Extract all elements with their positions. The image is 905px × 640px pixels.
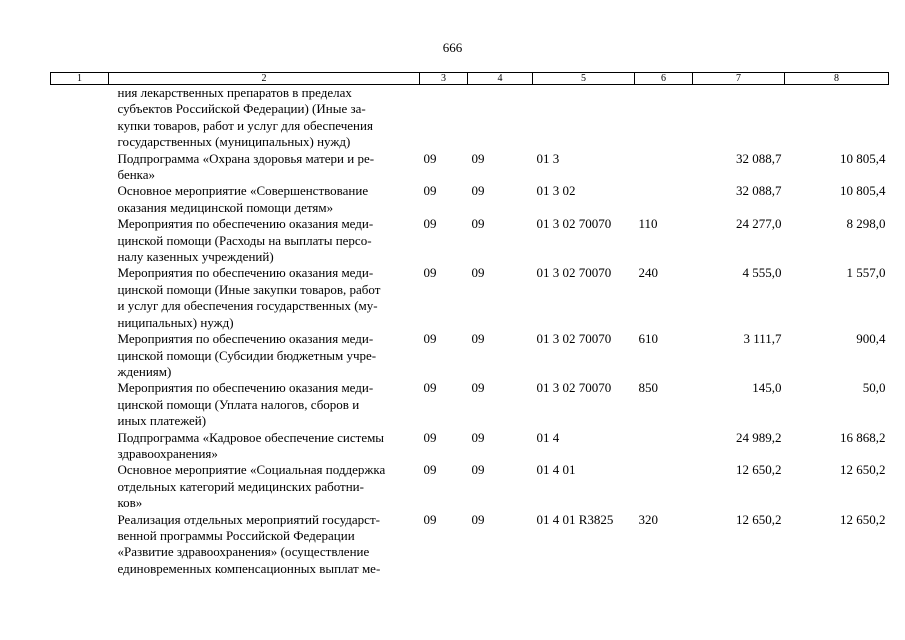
column-number-7: 7 xyxy=(693,73,785,85)
table-row xyxy=(51,151,889,184)
column-number-2: 2 xyxy=(109,73,420,85)
row-name-cell xyxy=(109,85,420,151)
row-name-line: государственных (муниципальных) нужд) xyxy=(117,134,351,150)
table-row xyxy=(51,462,889,511)
expense-type-cell xyxy=(635,430,693,463)
subsection-code-cell: 09 xyxy=(471,380,485,396)
amount-cell-col7 xyxy=(693,85,785,151)
row-number-cell xyxy=(51,183,109,216)
amount-cell-col8: 8 298,0 xyxy=(846,216,886,232)
amount-cell-col7: 24 989,2 xyxy=(736,429,782,445)
row-name-cell xyxy=(109,265,420,331)
subsection-code-cell xyxy=(468,85,533,151)
target-article-cell: 01 3 02 xyxy=(536,183,576,199)
amount-cell-col8: 12 650,2 xyxy=(840,511,886,527)
row-name-line: налу казенных учреждений) xyxy=(117,249,274,265)
row-name-line: иных платежей) xyxy=(117,413,207,429)
row-name-line: Реализация отдельных мероприятий государст- xyxy=(117,511,380,527)
row-name-line: Основное мероприятие «Совершенствование xyxy=(117,183,369,199)
section-code-cell xyxy=(420,85,468,151)
expense-type-cell: 320 xyxy=(638,511,658,527)
row-name-line: цинской помощи (Расходы на выплаты персо- xyxy=(117,232,372,248)
section-code-cell: 09 xyxy=(423,265,437,281)
row-name-cell xyxy=(109,331,420,380)
row-number-cell xyxy=(51,85,109,151)
column-number-3: 3 xyxy=(420,73,468,85)
target-article-cell: 01 3 02 70070 xyxy=(536,380,612,396)
amount-cell-col7: 12 650,2 xyxy=(736,511,782,527)
target-article-cell: 01 4 01 xyxy=(536,462,576,478)
section-code-cell: 09 xyxy=(423,183,437,199)
row-name-line: ков» xyxy=(117,495,143,511)
subsection-code-cell: 09 xyxy=(471,429,485,445)
expense-type-cell xyxy=(635,151,693,184)
expense-type-cell: 240 xyxy=(638,265,658,281)
subsection-code-cell: 09 xyxy=(471,331,485,347)
table-row xyxy=(51,331,889,380)
row-name-line: субъектов Российской Федерации) (Иные за- xyxy=(117,101,366,117)
row-name-line: Подпрограмма «Кадровое обеспечение системы xyxy=(117,429,385,445)
section-code-cell: 09 xyxy=(423,150,437,166)
row-name-line: Мероприятия по обеспечению оказания меди- xyxy=(117,265,374,281)
row-name-line: отдельных категорий медицинских работни- xyxy=(117,478,364,494)
target-article-cell xyxy=(533,85,635,151)
amount-cell-col8: 50,0 xyxy=(862,380,886,396)
subsection-code-cell: 09 xyxy=(471,183,485,199)
table-row xyxy=(51,430,889,463)
target-article-cell: 01 3 xyxy=(536,150,560,166)
table-row xyxy=(51,512,889,578)
row-name-line: ждениям) xyxy=(117,363,172,379)
row-name-line: здравоохранения» xyxy=(117,445,218,461)
row-number-cell xyxy=(51,151,109,184)
target-article-cell: 01 3 02 70070 xyxy=(536,265,612,281)
section-code-cell: 09 xyxy=(423,216,437,232)
amount-cell-col8: 12 650,2 xyxy=(840,462,886,478)
expense-type-cell: 110 xyxy=(638,216,658,232)
table-body xyxy=(51,85,889,578)
amount-cell-col7: 3 111,7 xyxy=(743,331,782,347)
amount-cell-col8: 10 805,4 xyxy=(840,183,886,199)
amount-cell-col7: 24 277,0 xyxy=(736,216,782,232)
table-row xyxy=(51,85,889,151)
row-name-line: Мероприятия по обеспечению оказания меди- xyxy=(117,380,374,396)
section-code-cell: 09 xyxy=(423,462,437,478)
row-name-cell xyxy=(109,462,420,511)
table-row xyxy=(51,265,889,331)
row-number-cell xyxy=(51,331,109,380)
amount-cell-col8 xyxy=(785,85,889,151)
section-code-cell: 09 xyxy=(423,380,437,396)
row-name-line: цинской помощи (Субсидии бюджетным учре- xyxy=(117,347,377,363)
row-name-line: Мероприятия по обеспечению оказания меди- xyxy=(117,331,374,347)
subsection-code-cell: 09 xyxy=(471,150,485,166)
row-name-line: «Развитие здравоохранения» (осуществление xyxy=(117,544,370,560)
column-number-5: 5 xyxy=(533,73,635,85)
row-name-line: ния лекарственных препаратов в пределах xyxy=(117,85,352,100)
table-row xyxy=(51,183,889,216)
row-number-cell xyxy=(51,512,109,578)
column-number-1: 1 xyxy=(51,73,109,85)
column-number-4: 4 xyxy=(468,73,533,85)
row-name-cell xyxy=(109,216,420,265)
row-number-cell xyxy=(51,462,109,511)
expense-type-cell xyxy=(635,462,693,511)
row-name-line: и услуг для обеспечения государственных (му- xyxy=(117,298,378,314)
target-article-cell: 01 4 xyxy=(536,429,560,445)
row-name-cell xyxy=(109,183,420,216)
row-name-cell xyxy=(109,430,420,463)
expense-type-cell xyxy=(635,85,693,151)
target-article-cell: 01 3 02 70070 xyxy=(536,331,612,347)
section-code-cell: 09 xyxy=(423,429,437,445)
row-name-line: ниципальных) нужд) xyxy=(117,314,234,330)
expense-type-cell xyxy=(635,183,693,216)
amount-cell-col8: 900,4 xyxy=(856,331,886,347)
row-number-cell xyxy=(51,430,109,463)
column-number-header xyxy=(51,73,889,85)
row-name-cell xyxy=(109,151,420,184)
table-row xyxy=(51,216,889,265)
amount-cell-col8: 16 868,2 xyxy=(840,429,886,445)
amount-cell-col7: 145,0 xyxy=(752,380,782,396)
row-name-cell xyxy=(109,380,420,429)
section-code-cell: 09 xyxy=(423,511,437,527)
row-number-cell xyxy=(51,380,109,429)
page-number: 666 xyxy=(442,40,463,55)
row-name-line: венной программы Российской Федерации xyxy=(117,527,355,543)
amount-cell-col8: 1 557,0 xyxy=(846,265,886,281)
expense-type-cell: 610 xyxy=(638,331,658,347)
row-name-line: цинской помощи (Иные закупки товаров, работ xyxy=(117,281,381,297)
amount-cell-col8: 10 805,4 xyxy=(840,150,886,166)
row-name-line: Мероприятия по обеспечению оказания меди- xyxy=(117,216,374,232)
row-name-line: купки товаров, работ и услуг для обеспечения xyxy=(117,117,373,133)
expense-type-cell: 850 xyxy=(638,380,658,396)
row-name-line: оказания медицинской помощи детям» xyxy=(117,199,334,215)
amount-cell-col7: 32 088,7 xyxy=(736,183,782,199)
row-name-line: Основное мероприятие «Социальная поддержка xyxy=(117,462,386,478)
row-name-line: цинской помощи (Уплата налогов, сборов и xyxy=(117,396,360,412)
row-number-cell xyxy=(51,265,109,331)
column-number-6: 6 xyxy=(635,73,693,85)
subsection-code-cell: 09 xyxy=(471,511,485,527)
amount-cell-col7: 12 650,2 xyxy=(736,462,782,478)
row-name-line: единовременных компенсационных выплат ме- xyxy=(117,560,381,576)
column-number-8: 8 xyxy=(785,73,889,85)
subsection-code-cell: 09 xyxy=(471,265,485,281)
row-name-line: Подпрограмма «Охрана здоровья матери и ре- xyxy=(117,150,375,166)
amount-cell-col7: 32 088,7 xyxy=(736,150,782,166)
section-code-cell: 09 xyxy=(423,331,437,347)
subsection-code-cell: 09 xyxy=(471,216,485,232)
budget-table xyxy=(50,72,889,577)
target-article-cell: 01 4 01 R3825 xyxy=(536,511,614,527)
target-article-cell: 01 3 02 70070 xyxy=(536,216,612,232)
row-number-cell xyxy=(51,216,109,265)
subsection-code-cell: 09 xyxy=(471,462,485,478)
table-row xyxy=(51,380,889,429)
amount-cell-col7: 4 555,0 xyxy=(742,265,782,281)
header-row xyxy=(51,73,889,85)
row-name-cell xyxy=(109,512,420,578)
row-name-line: бенка» xyxy=(117,167,156,183)
